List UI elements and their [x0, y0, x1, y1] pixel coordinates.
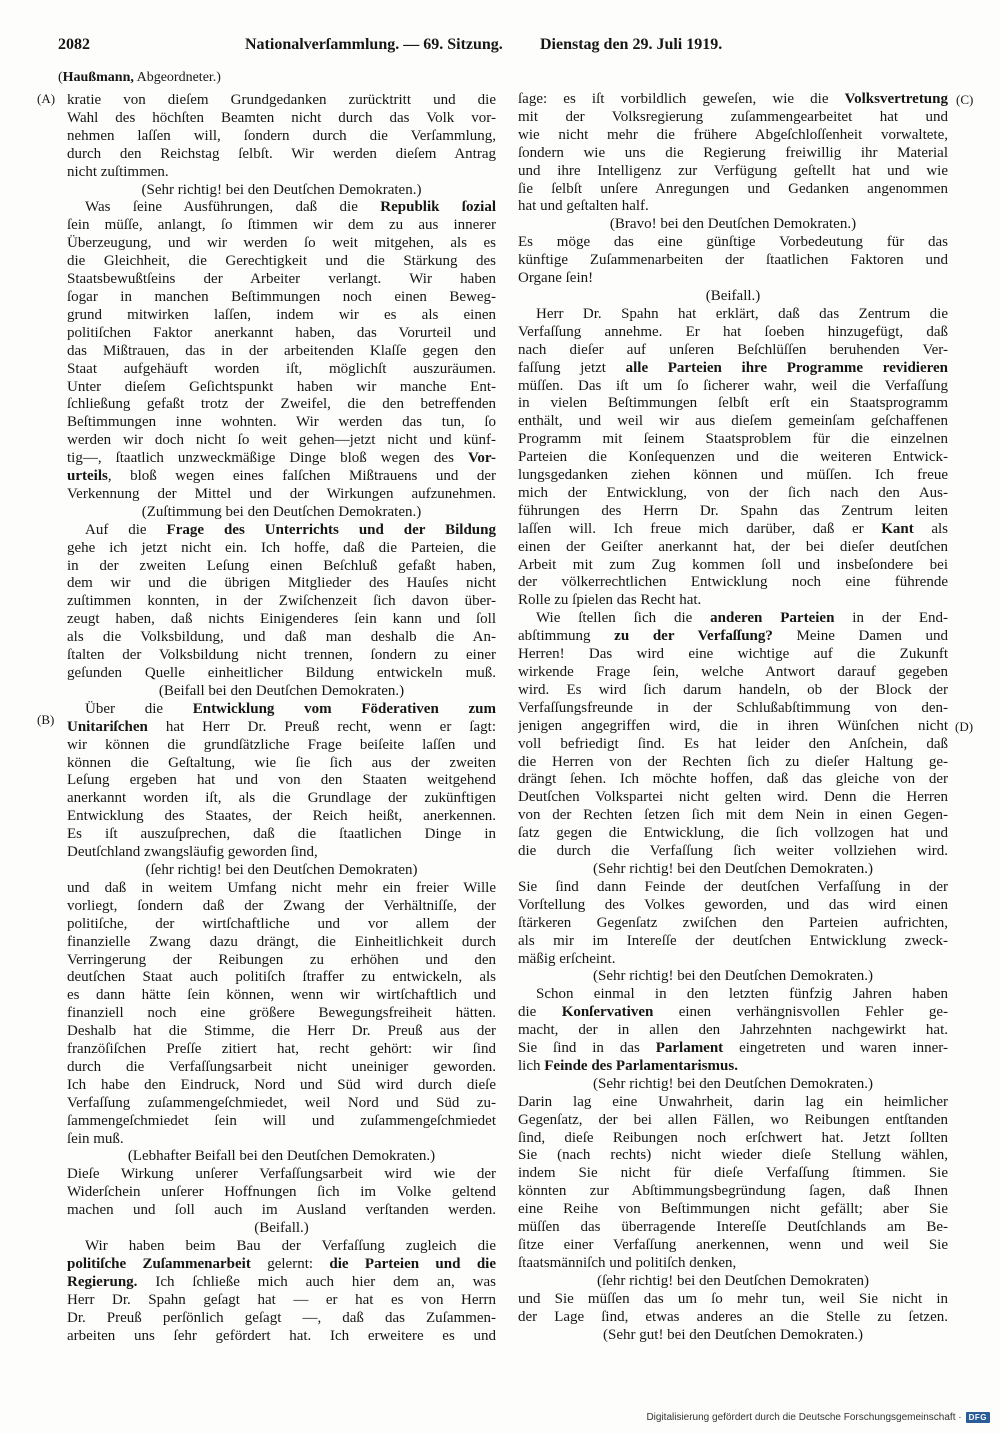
text-line — [518, 1004, 948, 1022]
text-line: Staat aufgehäuft worden iſt, möglichſt auszuräumen. — [67, 360, 496, 377]
text-line: Vorſtellung des Volkes geworden, und das wird einen — [518, 896, 948, 913]
text-line: drängt ſehen. Ich möchte hoffen, daß das gleiche von der — [518, 771, 948, 788]
text-run: in der End- — [834, 610, 948, 627]
text-line: Herr Dr. Spahn geſagt hat — er hat es von Herrn — [67, 1291, 496, 1308]
text-run: eingetreten und waren inner- — [723, 1040, 948, 1057]
text-line: Unter dieſem Geſichtspunkt haben wir manche Ent- — [67, 378, 496, 395]
text-line: (Sehr gut! bei den Deutſchen Demokraten.) — [603, 1326, 863, 1343]
bold-text: Regierung. — [67, 1273, 138, 1290]
text-line: Gegenſatz, der bei allen Fällen, wo Reibungen entſtanden — [518, 1111, 948, 1128]
text-line: (Lebhafter Beifall bei den Deutſchen Demokraten.) — [127, 1148, 436, 1165]
text-run: faſſung jetzt — [518, 359, 626, 376]
text-run: Auf die — [85, 521, 167, 538]
text-line: grund mitwirken laſſen, indem wir es als einen — [67, 306, 496, 323]
text-line: Rolle zu ſpielen das Recht hat. — [518, 592, 702, 609]
text-line — [67, 701, 496, 719]
text-line — [518, 628, 948, 646]
text-line: ſein müſſe, anlangt, ſo ſtimmen wir dem zu aus innerer — [67, 217, 496, 234]
text-run: , bloß wegen eines falſchen Mißtrauens und der — [107, 468, 496, 485]
bold-text: Volksvertretung — [844, 91, 948, 107]
text-line: franzöſiſchen Preſſe zitiert hat, recht gehört: wir ſind — [67, 1041, 496, 1058]
text-line: eine Reihe von Beſtimmungen nicht gefällt; aber Sie — [518, 1201, 948, 1218]
text-line: der völkerrechtlichen Entwicklung noch eine führende — [518, 574, 948, 591]
text-line: jenigen angegriffen wird, die in ihren Wünſchen nicht — [518, 717, 948, 734]
text-line: es dann hätte ſein können, wenn wir wirtſchaftlich und — [67, 987, 496, 1004]
text-line: Wahl des höchſten Beamten nicht durch das Volk vor- — [67, 109, 496, 126]
text-line — [67, 468, 496, 486]
text-line: Ich habe den Eindruck, Nord und Süd wird durch dieſe — [67, 1076, 496, 1093]
text-line: ſtalten der Volksbildung nicht trennen, ſondern zu einer — [67, 647, 496, 664]
text-run: als — [913, 520, 948, 537]
text-line: wirkende Frage ſein, welche Antwort darauf gegeben — [518, 664, 948, 680]
text-line: Es iſt auszuſprechen, daß die ſtaatlichen Dinge in — [67, 826, 496, 843]
bold-text: anderen Parteien — [710, 610, 835, 627]
text-line: Deutſchen Volkspartei nicht gelten wird. Denn die Herren — [518, 789, 948, 806]
text-line: lungsgedanken ziehen können und müſſen. Ich freue — [518, 467, 948, 484]
text-line: zuſtimmen konnten, in der Zwiſchenzeit ſich davon über- — [67, 593, 496, 610]
text-run: gelernt: — [250, 1255, 330, 1272]
bold-text: Republik ſozial — [380, 199, 496, 216]
text-line: Entwicklung des Staates, der Reich heißt, anerkennen. — [67, 808, 496, 825]
text-line: und ihre Intelligenz zur Verfügung geſtellt hat und wie — [518, 162, 948, 179]
text-line: Dr. Preuß perſönlich geſagt —, daß das Zuſammen- — [67, 1309, 496, 1326]
text-line: ſchließung gefaßt trotz der Zweifel, die den betreffenden — [67, 396, 496, 413]
text-line: müſſen. Das iſt um ſo ſicherer wahr, weil die Verfaſſung — [518, 377, 948, 394]
text-line: (Sehr richtig! bei den Deutſchen Demokraten.) — [141, 181, 422, 198]
left-column — [67, 92, 496, 1345]
text-line: zeugt haben, daß nichts Einigenderes ſein kann und ſoll — [67, 611, 496, 628]
text-run: Abgeordneter.) — [133, 70, 221, 85]
text-line: nach dieſer auf unſeren Beſchlüſſen beruhenden Ver- — [518, 341, 948, 358]
text-line: Verfaſſung zuſammengeſchmiedet, weil Nord und Süd zu- — [67, 1094, 496, 1111]
text-line: von der Rechten ſetzen ſich mit dem Nein in einen Gegen- — [518, 807, 948, 824]
text-line: Programm mit ſeinem Staatsproblem für die einzelnen — [518, 431, 948, 448]
text-line: ſatz gegen die Entwicklung, die ſich vollzogen hat und — [518, 825, 948, 842]
text-run: Wie ſtellen ſich die — [536, 610, 711, 627]
text-line: als die Volksbildung, und daß man deshalb die An- — [67, 629, 496, 646]
text-line: anerkannt worden iſt, als die Grundlage der zukünftigen — [67, 790, 496, 807]
text-line: ſein muß. — [67, 1130, 124, 1147]
margin-mark-c: (C) — [956, 92, 974, 107]
digitization-credit: Digitalisierung gefördert durch die Deutsche Forschungsgemeinschaft · — [646, 1412, 962, 1423]
text-line: als mir im Intereſſe der deutſchen Entwicklung zweck- — [518, 932, 948, 949]
bold-text: Entwicklung vom Föderativen zum — [192, 700, 496, 717]
bold-text: Unitariſchen — [67, 718, 148, 735]
text-run: abſtimmung — [518, 628, 615, 645]
text-line: geſunden Quelle einheitlicher Bildung entwickeln muß. — [67, 665, 496, 681]
text-line: werden wir doch nicht ſo weit gehen—jetzt nicht und künf- — [67, 432, 496, 449]
text-line — [67, 719, 496, 737]
text-line: Es möge das eine günſtige Vorbedeutung für das — [518, 234, 948, 251]
digitization-footer — [646, 1412, 990, 1423]
text-line: (Sehr richtig! bei den Deutſchen Demokraten.) — [593, 1075, 873, 1092]
text-line: enthält, und weil wir aus dieſem gemeinſam geſchaffenen — [518, 413, 948, 430]
text-line: arbeiten uns ſehr gefördert hat. Ich erweitere es und — [67, 1327, 496, 1344]
margin-mark-a: (A) — [37, 91, 56, 106]
margin-mark-d: (D) — [955, 719, 974, 734]
text-line: könnten zur Abſtimmungsbegründung ſagen, daß Ihnen — [518, 1183, 948, 1200]
text-line: durch die Verfaſſungsarbeit nicht uneiniger geworden. — [67, 1058, 496, 1075]
bold-text: Haußmann, — [62, 70, 134, 85]
text-line: Deutſchland zwangsläufig geworden ſind, — [67, 844, 318, 861]
text-line: Sie (nach rechts) nicht wieder dieſe Stellung wählen, — [518, 1147, 948, 1164]
text-line — [518, 1040, 948, 1058]
text-run: hat Herr Dr. Preuß recht, wenn er ſagt: — [147, 718, 496, 735]
text-line: Staatsbewußtſeins der Arbeiter verlangt. Wir haben — [67, 271, 496, 288]
text-line: dem wir und die übrigen Mitglieder des Hauſes nicht — [67, 575, 496, 592]
text-line: Herren! Das wird eine wichtige auf die Zukunft — [518, 646, 948, 663]
text-line: Verkennung der Mittel und der Wirkungen aufzunehmen. — [67, 485, 496, 502]
text-line: Parteien die Konſequenzen und die weiteren Entwick- — [518, 449, 948, 466]
text-line: ſitze einer Verfaſſung anerkennen, wenn und weil Sie — [518, 1237, 948, 1253]
text-line: Arbeit mit zum Zug kommen ſoll und insbeſondere bei — [518, 556, 948, 573]
text-line: politiſchen Faktor anerkannt haben, das Vorurteil und — [67, 324, 496, 341]
text-line — [518, 521, 948, 539]
text-line: Dieſe Wirkung unſerer Verfaſſungsarbeit wird wie der — [67, 1166, 496, 1183]
text-line: ſogar in manchen Beſtimmungen noch einen Beweg- — [67, 288, 496, 305]
text-line: (Sehr richtig! bei den Deutſchen Demokraten.) — [593, 860, 873, 877]
text-line: (Zuſtimmung bei den Deutſchen Demokraten.) — [141, 503, 422, 520]
speaker-line — [58, 69, 221, 87]
text-line: wird. Es wird ſich darum handeln, ob der Block der — [518, 681, 948, 698]
bold-text: Feinde des Parlamentarismus. — [544, 1057, 738, 1074]
text-run: einen verhängnisvollen Fehler ge- — [653, 1004, 948, 1021]
text-line: wie nicht mehr die frühere Abgeſchloſſenheit vorwaltete, — [518, 126, 948, 143]
text-line: (ſehr richtig! bei den Deutſchen Demokraten) — [597, 1272, 869, 1289]
text-line: können die Geſtaltung, wie ſie ſich aus der zweiten — [67, 754, 496, 771]
text-line: ſie ſelbſt unſere Anregungen und Gedanken angenommen — [518, 180, 948, 197]
text-line: vorliegt, ſondern daß der Zwang der Verhältniſſe, der — [67, 897, 496, 914]
text-line: nicht zuſtimmen. — [67, 163, 169, 180]
text-line: Deshalb hat die Stimme, die Herr Dr. Preuß aus der — [67, 1023, 496, 1040]
text-line: der Lage ſind, etwas anderes an die Stelle zu ſetzen. — [518, 1308, 948, 1325]
text-line: gehe ich jetzt nicht ein. Ich hoffe, daß die Parteien, die — [67, 539, 496, 556]
bold-text: Konſervativen — [561, 1004, 654, 1021]
text-line — [518, 610, 948, 628]
bold-text: politiſche Zuſammenarbeit — [67, 1255, 251, 1272]
text-line — [67, 450, 496, 468]
text-run: Was ſeine Ausführungen, daß die — [85, 199, 381, 216]
text-line: (ſehr richtig! bei den Deutſchen Demokraten) — [145, 861, 418, 878]
text-run: laſſen will. Ich freue mich darüber, daß er — [518, 520, 882, 537]
text-line: führungen des Herrn Dr. Spahn das Zentrum leiten — [518, 502, 948, 519]
text-line: machen und ſoll auch im Ausland verſtanden werden. — [67, 1202, 496, 1219]
bold-text: zu der Verfaſſung? — [614, 628, 773, 645]
text-line — [67, 522, 496, 540]
text-line: ſtaatsmänniſch und politiſch denken, — [518, 1254, 737, 1271]
text-line — [67, 199, 496, 217]
text-line: Organe ſein! — [518, 270, 594, 287]
text-line: Leſung ergeben hat und von den Staaten weitgehend — [67, 772, 496, 789]
bold-text: Frage des Unterrichts und der Bildung — [166, 521, 496, 538]
text-line: die durch die Verfaſſung ſich weiter vollziehen wird. — [518, 843, 948, 860]
text-line: (Sehr richtig! bei den Deutſchen Demokraten.) — [593, 968, 873, 985]
right-column — [518, 91, 948, 1344]
text-line — [67, 1256, 496, 1274]
text-line: in der zweiten Leſung einen Beſchluß gefaßt haben, — [67, 557, 496, 574]
text-line: Widerſchein unſerer Hoffnungen ſich im Volke geltend — [67, 1184, 496, 1201]
text-line: die Gleichheit, die Gerechtigkeit und die Stärkung des — [67, 253, 496, 270]
text-line: und daß in weitem Umfang nicht mehr ein freier Wille — [67, 879, 496, 896]
text-line: Herr Dr. Spahn hat erklärt, daß das Zentrum die — [536, 305, 948, 322]
running-header-title: Nationalverſammlung. — 69. Sitzung. — [245, 36, 503, 53]
text-line: politiſche, der wirtſchaftliche und vor allem der — [67, 915, 496, 932]
text-line: einen der Geiſter anerkannt hat, der bei dieſer deutſchen — [518, 538, 948, 555]
text-line: mäßig erſcheint. — [518, 950, 616, 967]
text-line: (Beifall.) — [254, 1220, 309, 1237]
text-line: mich der Entwicklung, von der ſich nach den Aus- — [518, 484, 948, 501]
text-line: Überzeugung, und wir werden ſo weit mitgehen, als es — [67, 235, 496, 252]
text-run: ( — [58, 70, 63, 85]
text-run: Über die — [85, 700, 193, 717]
text-line — [518, 91, 948, 109]
text-run: Sie ſind in das — [518, 1040, 656, 1057]
text-line: die Herren von der Rechten ſich zu dieſer Haltung ge- — [518, 753, 948, 770]
bold-text: Vor- — [467, 450, 496, 467]
text-line: finanziell noch eine größere Bewegungsfreiheit hätten. — [67, 1005, 496, 1022]
text-line — [67, 1274, 496, 1292]
text-line: deutſchen Staat auch politiſch ſtraffer zu entwickeln, als — [67, 969, 496, 986]
text-line: finanzielle Zwang dazu drängt, die Einheitlichkeit durch — [67, 933, 496, 950]
text-line: nehmen laſſen will, ſondern durch die Verſammlung, — [67, 127, 496, 144]
text-line: Verfaſſung annehme. Er hat ſoeben hinzugefügt, daß — [518, 323, 948, 340]
text-line — [518, 360, 948, 378]
text-line: und Sie müſſen das um ſo mehr tun, weil Sie nicht in — [518, 1290, 948, 1307]
text-line: Wir haben beim Bau der Verfaſſung zugleich die — [85, 1238, 496, 1254]
text-line: (Bravo! bei den Deutſchen Demokraten.) — [609, 216, 857, 233]
text-line: mit der Volksregierung zuſammengearbeitet hat und — [518, 108, 948, 125]
text-run: die — [518, 1004, 562, 1021]
text-line: Schon einmal in den letzten fünfzig Jahren haben — [536, 986, 948, 1003]
running-header-date: Dienstag den 29. Juli 1919. — [540, 36, 723, 53]
dfg-logo-icon: DFG — [966, 1412, 990, 1423]
text-line: ſtärkeren Gegenſatz zwiſchen den Parteien aufrichten, — [518, 914, 948, 931]
text-line: voll befriedigt ſind. Es hat leider den Anſchein, daß — [518, 735, 948, 752]
bold-text: Parlament — [655, 1040, 724, 1057]
bold-text: urteils — [67, 468, 108, 485]
text-run: ſage: es iſt vorbildlich geweſen, wie die — [518, 91, 845, 107]
text-run: tig—, ſtaatlich unzweckmäßige Dinge bloß wegen des — [67, 450, 468, 467]
text-line: ſondern wie uns die Regierung freiwillig ihr Material — [518, 144, 948, 161]
text-line: Sie ſind dann Feinde der deutſchen Verfaſſung in der — [518, 878, 948, 895]
text-line — [518, 1058, 948, 1076]
text-line: (Beifall.) — [705, 287, 761, 304]
page-number: 2082 — [58, 36, 90, 53]
text-line: wir können die grundſätzliche Frage beiſeite laſſen und — [67, 736, 496, 753]
text-line: Darin lag eine Unwahrheit, darin lag ein heimlicher — [518, 1093, 948, 1110]
text-line: Beſtimmungen inne wohnten. Wir werden das tun, ſo — [67, 414, 496, 431]
text-run: lich — [518, 1057, 545, 1074]
margin-mark-b: (B) — [37, 712, 55, 727]
text-line: das Mißtrauen, das in der arbeitenden Klaſſe gegen den — [67, 342, 496, 359]
text-line: in vielen Beſtimmungen ſelbſt erſt ein Staatsprogramm — [518, 395, 948, 412]
text-line: indem Sie nicht für dieſe Verfaſſung ſtimmen. Sie — [518, 1165, 948, 1182]
text-line: Verringerung der Reibungen zu erhöhen und den — [67, 951, 496, 968]
text-line: macht, der in allen den Jahrzehnten nachgewirkt hat. — [518, 1022, 948, 1039]
text-line: kratie von dieſem Grundgedanken zurücktritt und die — [67, 92, 496, 108]
text-line: durch den Reichstag ſelbſt. Wir werden dieſem Antrag — [67, 145, 496, 162]
text-run: Meine Damen und — [772, 628, 948, 645]
text-line: ſind, dieſe Reibungen noch erſchwert hat. Jetzt ſollten — [518, 1129, 948, 1146]
text-line: hat und geſtalten half. — [518, 198, 649, 215]
text-line: Verfaſſungsfreunde in der Schlußabſtimmung von den- — [518, 699, 948, 716]
bold-text: Kant — [881, 520, 914, 537]
text-line: künftige Zuſammenarbeiten der ſtaatlichen Faktoren und — [518, 252, 948, 269]
bold-text: die Parteien und die — [329, 1255, 496, 1272]
bold-text: alle Parteien ihre Programme revidieren — [625, 359, 948, 376]
text-line: müſſen das überragende Intereſſe Deutſchlands am Be- — [518, 1219, 948, 1236]
text-line: ſammengeſchmiedet ſein will und zuſammengeſchmiedet — [67, 1112, 496, 1129]
text-line: (Beifall bei den Deutſchen Demokraten.) — [158, 682, 405, 699]
text-run: Ich ſchließe mich auch hier dem an, was — [137, 1273, 496, 1290]
